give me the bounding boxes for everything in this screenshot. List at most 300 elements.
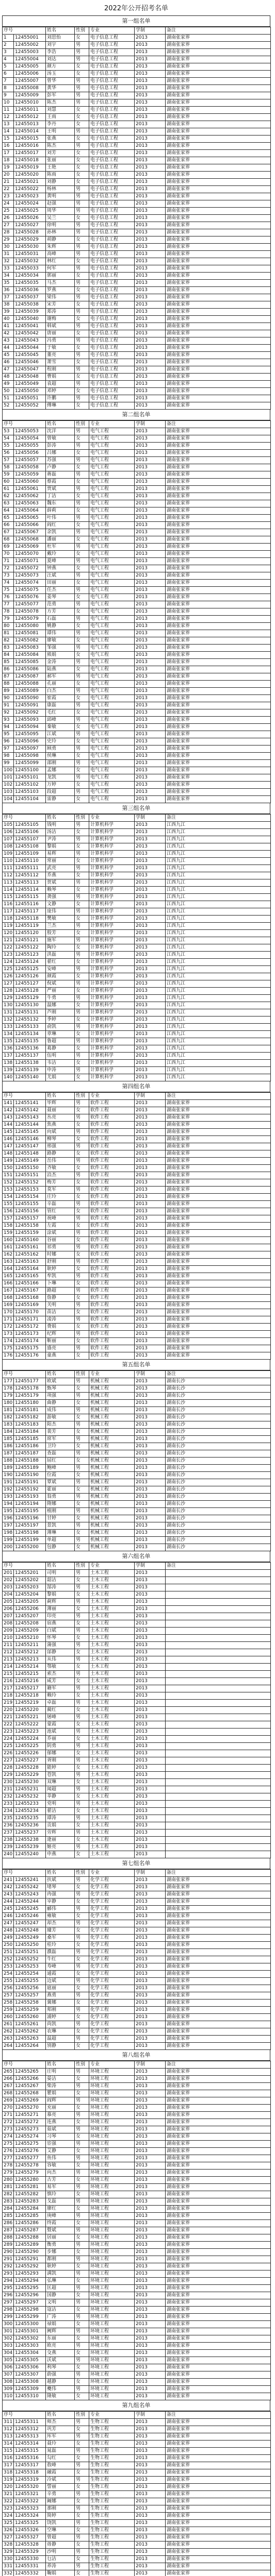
- table-cell: 男: [75, 1628, 89, 1635]
- table-cell: [166, 1721, 271, 1728]
- table-cell: 12455125: [14, 966, 46, 973]
- table-cell: 2013: [135, 128, 166, 135]
- table-cell: 薛莉: [46, 507, 75, 515]
- table-cell: 250: [3, 1942, 14, 1949]
- table-cell: [166, 1851, 271, 1858]
- table-cell: 简婷: [46, 2513, 75, 2520]
- table-cell: 电气工程: [89, 500, 135, 507]
- table-cell: 2013: [135, 2105, 166, 2112]
- table-row: [3, 1544, 271, 1551]
- table-cell: 2013: [135, 782, 166, 789]
- table-cell: 环境工程: [89, 2321, 135, 2328]
- table-cell: 10: [3, 99, 14, 107]
- column-header: 专业: [89, 815, 135, 822]
- table-row: [3, 1808, 271, 1815]
- table-cell: 12455287: [14, 2227, 46, 2234]
- table-cell: 湖南张家界: [166, 2242, 271, 2249]
- table-cell: 陶玲: [46, 944, 75, 952]
- table-cell: 涂斌: [46, 1230, 75, 1237]
- table-cell: 16: [3, 143, 14, 150]
- table-cell: 9: [3, 92, 14, 99]
- column-header: 备注: [166, 27, 271, 35]
- table-row: [3, 464, 271, 471]
- table-cell: 环境工程: [89, 2097, 135, 2105]
- table-cell: 电子信息工程: [89, 287, 135, 294]
- table-cell: 139: [3, 1067, 14, 1074]
- table-cell: 男: [75, 1685, 89, 1692]
- table-cell: 湖南张家界: [166, 1251, 271, 1259]
- table-cell: 12455121: [14, 937, 46, 944]
- table-cell: 140: [3, 1074, 14, 1081]
- table-row: [3, 2043, 271, 2050]
- table-cell: 2013: [135, 745, 166, 753]
- table-cell: 卫玲: [46, 1443, 75, 1450]
- table-cell: 湖南张家界: [166, 2076, 271, 2083]
- table-cell: 广涛: [46, 2314, 75, 2321]
- table-cell: 女: [75, 1016, 89, 1024]
- table-cell: 12455156: [14, 1208, 46, 1215]
- table-cell: 女: [75, 2556, 89, 2563]
- table-cell: 男: [75, 1772, 89, 1779]
- table-cell: 232: [3, 1793, 14, 1801]
- table-row: [3, 2426, 271, 2433]
- table-cell: 向斌: [46, 1129, 75, 1136]
- table-cell: 女: [75, 1324, 89, 1331]
- table-cell: 电子信息工程: [89, 244, 135, 251]
- table-cell: 12455245: [14, 1906, 46, 1913]
- table-cell: 12455106: [14, 829, 46, 836]
- table-cell: 11: [3, 107, 14, 114]
- table-cell: 2013: [135, 493, 166, 500]
- table-cell: 瞿娟: [46, 2090, 75, 2097]
- table-cell: 110: [3, 858, 14, 865]
- group-table: [2, 1562, 271, 1858]
- table-cell: 女: [75, 2162, 89, 2170]
- table-cell: 2013: [135, 479, 166, 486]
- table-cell: 12455329: [14, 2549, 46, 2556]
- table-cell: 2013: [135, 1851, 166, 1858]
- table-cell: 机械工程: [89, 1530, 135, 1537]
- table-cell: 湖南张家界: [166, 1338, 271, 1345]
- table-cell: 187: [3, 1450, 14, 1458]
- table-cell: 男: [75, 1963, 89, 1971]
- table-cell: 12455248: [14, 1927, 46, 1935]
- table-cell: 邵刚: [46, 760, 75, 767]
- group-section: [2, 1858, 270, 2050]
- table-row: [3, 1172, 271, 1179]
- table-cell: 12455119: [14, 923, 46, 930]
- table-cell: 湖南长沙: [166, 1486, 271, 1494]
- table-cell: 12455185: [14, 1436, 46, 1443]
- table-cell: 214: [3, 1664, 14, 1671]
- table-cell: 湖南张家界: [166, 2069, 271, 2076]
- table-cell: 男: [75, 2213, 89, 2220]
- table-cell: 生物工程: [89, 2520, 135, 2527]
- table-cell: 70: [3, 551, 14, 558]
- table-cell: 12455123: [14, 952, 46, 959]
- column-header: 学制: [135, 1093, 166, 1100]
- table-row: [3, 1486, 271, 1494]
- table-cell: 马杰: [46, 280, 75, 287]
- table-row: [3, 2314, 271, 2321]
- table-row: [3, 1443, 271, 1450]
- table-cell: 女: [75, 887, 89, 894]
- table-cell: 209: [3, 1628, 14, 1635]
- table-cell: 湖南张家界: [166, 507, 271, 515]
- table-cell: 2013: [135, 1829, 166, 1837]
- table-cell: 2013: [135, 1016, 166, 1024]
- table-cell: 环境工程: [89, 2393, 135, 2400]
- table-cell: 环境工程: [89, 2386, 135, 2393]
- table-cell: 12455093: [14, 717, 46, 724]
- table-cell: [166, 1736, 271, 1743]
- table-cell: 12455149: [14, 1158, 46, 1165]
- table-cell: 电气工程: [89, 608, 135, 616]
- table-cell: 赵强: [46, 200, 75, 208]
- table-cell: 女: [75, 150, 89, 157]
- table-cell: 男: [75, 1393, 89, 1400]
- table-cell: 2013: [135, 2426, 166, 2433]
- table-cell: 容敏: [46, 2162, 75, 2170]
- table-cell: 生物工程: [89, 2491, 135, 2498]
- table-cell: 女: [75, 1501, 89, 1508]
- table-cell: 女: [75, 1472, 89, 1479]
- table-cell: 2013: [135, 822, 166, 829]
- table-cell: 湖南张家界: [166, 1949, 271, 1956]
- table-cell: 12455042: [14, 330, 46, 337]
- table-cell: 185: [3, 1436, 14, 1443]
- table-cell: 湖南张家界: [166, 529, 271, 536]
- table-cell: 软件工程: [89, 1302, 135, 1309]
- table-cell: 男: [75, 745, 89, 753]
- table-row: [3, 608, 271, 616]
- table-cell: 2013: [135, 2242, 166, 2249]
- table-cell: 计算机科学: [89, 973, 135, 980]
- table-cell: 女: [75, 2441, 89, 2448]
- table-cell: 乔燕: [46, 872, 75, 879]
- table-cell: 计算机科学: [89, 901, 135, 908]
- table-cell: 男: [75, 280, 89, 287]
- table-cell: 277: [3, 2155, 14, 2162]
- table-cell: 化学工程: [89, 1942, 135, 1949]
- table-cell: 男: [75, 500, 89, 507]
- table-cell: 2013: [135, 843, 166, 851]
- table-cell: 12455184: [14, 1429, 46, 1436]
- table-cell: [166, 1793, 271, 1801]
- table-row: [3, 1501, 271, 1508]
- table-cell: 江西九江: [166, 1016, 271, 1024]
- table-cell: 12455114: [14, 887, 46, 894]
- table-cell: 匡超: [46, 2285, 75, 2292]
- table-cell: 28: [3, 229, 14, 236]
- table-cell: 男: [75, 128, 89, 135]
- table-cell: 285: [3, 2213, 14, 2220]
- table-cell: 12455273: [14, 2126, 46, 2133]
- table-cell: 300: [3, 2321, 14, 2328]
- table-cell: 湖南张家界: [166, 114, 271, 121]
- table-cell: 土木工程: [89, 1765, 135, 1772]
- table-row: [3, 908, 271, 916]
- table-row: [3, 1316, 271, 1324]
- table-cell: 机械工程: [89, 1393, 135, 1400]
- table-cell: 湖南张家界: [166, 1302, 271, 1309]
- table-cell: 41: [3, 323, 14, 330]
- table-cell: 软件工程: [89, 1237, 135, 1244]
- table-cell: 男: [75, 2299, 89, 2307]
- table-cell: 男: [75, 395, 89, 402]
- table-cell: 男: [75, 1038, 89, 1045]
- table-cell: 2013: [135, 1721, 166, 1728]
- table-cell: 湖南张家界: [166, 1136, 271, 1143]
- table-cell: 男: [75, 1949, 89, 1956]
- table-cell: 男: [75, 2007, 89, 2014]
- table-header-row: [3, 27, 271, 35]
- table-cell: 电气工程: [89, 688, 135, 695]
- table-cell: 环境工程: [89, 2292, 135, 2299]
- table-cell: 2013: [135, 323, 166, 330]
- table-row: [3, 2477, 271, 2484]
- table-cell: 275: [3, 2141, 14, 2148]
- table-cell: 2013: [135, 1628, 166, 1635]
- table-cell: 湖南长沙: [166, 1465, 271, 1472]
- table-cell: 女: [75, 724, 89, 731]
- table-cell: 梅芳: [46, 1179, 75, 1187]
- table-row: [3, 56, 271, 63]
- table-cell: 12455013: [14, 121, 46, 128]
- table-cell: 男: [75, 2477, 89, 2484]
- table-cell: 逄丽: [46, 1837, 75, 1844]
- table-cell: 99: [3, 760, 14, 767]
- table-cell: 软件工程: [89, 1136, 135, 1143]
- table-cell: 男: [75, 1877, 89, 1884]
- table-cell: 索杰: [46, 1671, 75, 1678]
- table-row: [3, 1237, 271, 1244]
- table-row: [3, 2234, 271, 2242]
- table-row: [3, 822, 271, 829]
- table-cell: [166, 1829, 271, 1837]
- table-cell: 138: [3, 1060, 14, 1067]
- column-header: 专业: [89, 1563, 135, 1570]
- table-cell: 212: [3, 1649, 14, 1656]
- table-cell: 12455223: [14, 1728, 46, 1736]
- table-cell: 12455269: [14, 2097, 46, 2105]
- table-cell: 萧雪: [46, 359, 75, 366]
- table-cell: 沈洋: [46, 428, 75, 435]
- table-cell: 323: [3, 2505, 14, 2513]
- table-cell: 2013: [135, 1501, 166, 1508]
- table-cell: 女: [75, 507, 89, 515]
- table-row: [3, 836, 271, 843]
- table-cell: 茹斌: [46, 2126, 75, 2133]
- table-cell: 环境工程: [89, 2270, 135, 2278]
- table-cell: 男: [75, 1331, 89, 1338]
- table-row: [3, 2462, 271, 2469]
- table-cell: 电子信息工程: [89, 337, 135, 345]
- table-cell: 59: [3, 471, 14, 479]
- table-row: [3, 1158, 271, 1165]
- table-cell: 软件工程: [89, 1143, 135, 1150]
- table-cell: [166, 1765, 271, 1772]
- table-cell: 江西九江: [166, 872, 271, 879]
- table-cell: 岳伟: [46, 1158, 75, 1165]
- table-cell: 女: [75, 1620, 89, 1628]
- table-cell: 12455251: [14, 1949, 46, 1956]
- table-cell: 2013: [135, 1591, 166, 1599]
- table-cell: 电气工程: [89, 652, 135, 659]
- table-cell: 湖南张家界: [166, 486, 271, 493]
- table-cell: 湖南张家界: [166, 2112, 271, 2119]
- table-cell: 湖南长沙: [166, 1494, 271, 1501]
- table-cell: 电子信息工程: [89, 164, 135, 172]
- table-row: [3, 1963, 271, 1971]
- table-cell: 32: [3, 258, 14, 265]
- table-cell: 2013: [135, 1772, 166, 1779]
- table-cell: 生物工程: [89, 2563, 135, 2570]
- table-cell: 电气工程: [89, 717, 135, 724]
- table-cell: 12455235: [14, 1815, 46, 1822]
- table-cell: 电子信息工程: [89, 323, 135, 330]
- table-cell: 化学工程: [89, 1949, 135, 1956]
- table-cell: 化学工程: [89, 2043, 135, 2050]
- table-cell: 易军: [46, 2184, 75, 2191]
- table-cell: 软件工程: [89, 1280, 135, 1287]
- table-cell: 湖南长沙: [166, 1458, 271, 1465]
- table-cell: 湖南张家界: [166, 738, 271, 745]
- table-cell: 冉强: [46, 1891, 75, 1899]
- table-cell: 江西九江: [166, 923, 271, 930]
- table-cell: [166, 1700, 271, 1707]
- table-cell: 2013: [135, 464, 166, 471]
- table-cell: 女: [75, 2177, 89, 2184]
- table-row: [3, 2520, 271, 2527]
- table-cell: 湖南张家界: [166, 2090, 271, 2097]
- table-cell: 325: [3, 2520, 14, 2527]
- table-cell: 电子信息工程: [89, 280, 135, 287]
- table-cell: 慎玲: [46, 2191, 75, 2198]
- table-cell: [166, 1656, 271, 1664]
- table-cell: 12455326: [14, 2527, 46, 2534]
- table-cell: 12455307: [14, 2371, 46, 2379]
- table-cell: 牛红: [46, 1956, 75, 1963]
- table-cell: 湖南张家界: [166, 301, 271, 309]
- table-row: [3, 1765, 271, 1772]
- table-cell: 12455025: [14, 208, 46, 215]
- table-cell: 2013: [135, 1606, 166, 1613]
- table-cell: 12455291: [14, 2256, 46, 2263]
- table-cell: 男: [75, 471, 89, 479]
- table-row: [3, 659, 271, 666]
- table-row: [3, 973, 271, 980]
- table-cell: 2013: [135, 1378, 166, 1385]
- table-cell: [166, 1750, 271, 1757]
- table-cell: 12455261: [14, 2021, 46, 2028]
- table-cell: 易辉: [46, 851, 75, 858]
- table-cell: 女: [75, 1736, 89, 1743]
- table-cell: 环境工程: [89, 2307, 135, 2314]
- table-cell: 2013: [135, 1935, 166, 1942]
- table-cell: 172: [3, 1324, 14, 1331]
- roster-sheet: [2, 2, 270, 2576]
- table-cell: 双琳: [46, 1779, 75, 1786]
- table-cell: 2013: [135, 2364, 166, 2371]
- table-cell: 电气工程: [89, 450, 135, 457]
- table-cell: 湖南张家界: [166, 359, 271, 366]
- table-cell: 电气工程: [89, 507, 135, 515]
- table-cell: 男: [75, 1479, 89, 1486]
- table-cell: 环境工程: [89, 2170, 135, 2177]
- table-cell: 2013: [135, 179, 166, 186]
- table-cell: 熊娟: [46, 652, 75, 659]
- table-cell: 119: [3, 923, 14, 930]
- column-header: 备注: [166, 815, 271, 822]
- table-cell: 顾勇: [46, 745, 75, 753]
- table-cell: 江西九江: [166, 916, 271, 923]
- table-cell: 12455297: [14, 2299, 46, 2307]
- table-cell: 2013: [135, 208, 166, 215]
- table-cell: 施军: [46, 937, 75, 944]
- table-cell: 女: [75, 273, 89, 280]
- table-cell: 12455264: [14, 2043, 46, 2050]
- table-cell: 2013: [135, 601, 166, 608]
- table-cell: 湖南张家界: [166, 2534, 271, 2541]
- table-cell: 12455173: [14, 1331, 46, 1338]
- table-cell: 环境工程: [89, 2220, 135, 2227]
- table-row: [3, 1038, 271, 1045]
- column-header: 序号: [3, 1093, 46, 1100]
- table-cell: 2013: [135, 1913, 166, 1920]
- table-cell: 女: [75, 551, 89, 558]
- table-cell: 于敏: [46, 345, 75, 352]
- table-cell: 赖玲: [46, 1692, 75, 1700]
- table-cell: 2013: [135, 1443, 166, 1450]
- table-cell: 籍军: [46, 1685, 75, 1692]
- table-row: [3, 2170, 271, 2177]
- table-cell: 2: [3, 42, 14, 49]
- table-cell: 湖南张家界: [166, 179, 271, 186]
- table-cell: 女: [75, 1309, 89, 1316]
- table-cell: 12455037: [14, 294, 46, 301]
- table-cell: 湖南张家界: [166, 294, 271, 301]
- table-cell: 女: [75, 2220, 89, 2227]
- table-row: [3, 236, 271, 244]
- table-row: [3, 450, 271, 457]
- table-cell: 郦伟: [46, 1906, 75, 1913]
- table-cell: 湖南张家界: [166, 645, 271, 652]
- table-cell: 12455069: [14, 544, 46, 551]
- table-header-row: [3, 815, 271, 822]
- table-cell: 2013: [135, 2541, 166, 2549]
- table-cell: 89: [3, 688, 14, 695]
- table-row: [3, 143, 271, 150]
- table-cell: 2013: [135, 753, 166, 760]
- table-cell: 12455002: [14, 42, 46, 49]
- table-cell: 12455082: [14, 637, 46, 645]
- table-cell: 299: [3, 2314, 14, 2321]
- table-row: [3, 1877, 271, 1884]
- group-title: 第九组名单: [2, 2400, 270, 2411]
- table-cell: 生物工程: [89, 2527, 135, 2534]
- table-cell: 12455052: [14, 402, 46, 410]
- table-cell: 61: [3, 486, 14, 493]
- table-cell: 166: [3, 1280, 14, 1287]
- table-row: [3, 2433, 271, 2441]
- table-cell: 郭丽: [46, 273, 75, 280]
- table-cell: 303: [3, 2343, 14, 2350]
- table-cell: 女: [75, 1899, 89, 1906]
- table-cell: 2013: [135, 500, 166, 507]
- table-cell: 湖南张家界: [166, 1956, 271, 1963]
- table-cell: 杜军: [46, 544, 75, 551]
